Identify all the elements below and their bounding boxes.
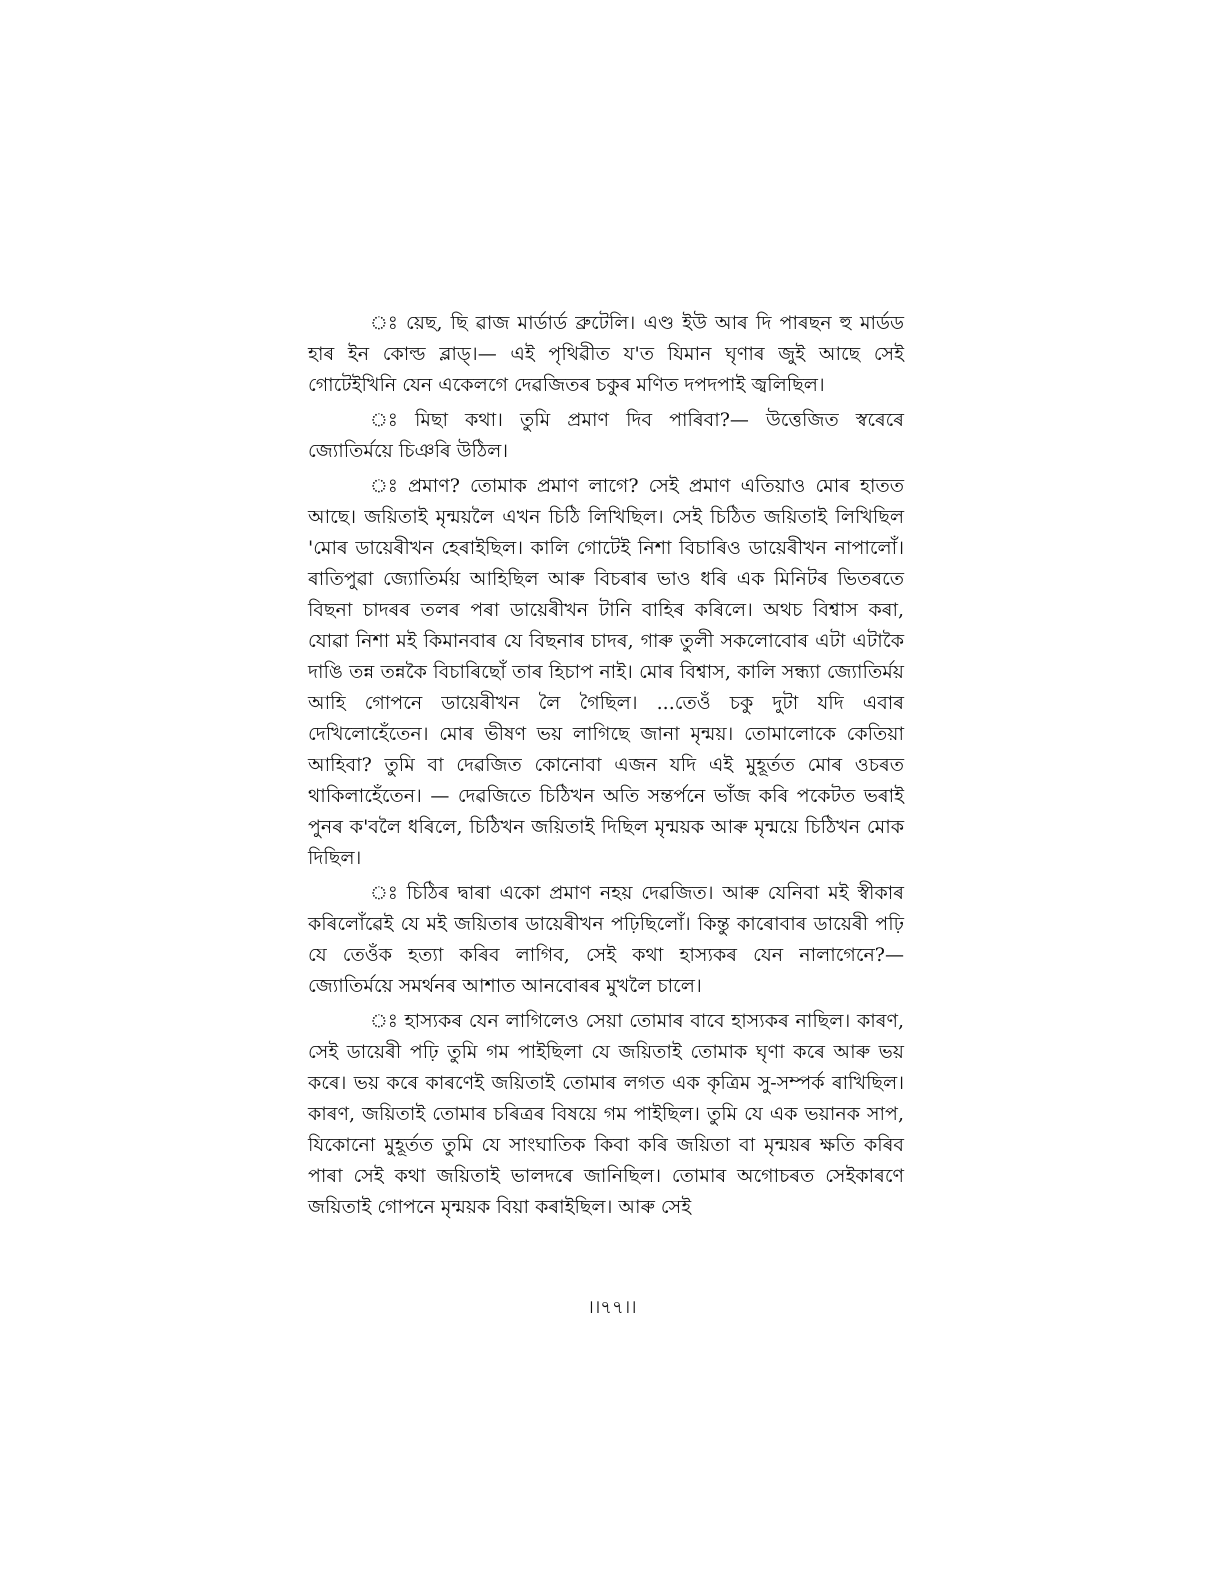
- page-number: ।।৭৭।।: [587, 1297, 637, 1318]
- paragraph-5: ঃ হাস্যকৰ যেন লাগিলেও সেয়া তোমাৰ বাবে হাস্যকৰ নাছিল। কাৰণ, সেই ডায়েৰী পঢ়ি তুমি গম পাইছিলা যে জয়িতাই তোমাক ঘৃণা কৰে আৰু ভয় কৰে। ভয় কৰে কাৰণেই জয়িতাই তোমাৰ লগত এক কৃত্ৰিম সু-সম্পৰ্ক ৰাখিছিল। কাৰণ, জয়িতাই তোমাৰ চৰিত্ৰৰ বিষয়ে গম পাইছিল। তুমি যে এক ভয়ানক সাপ, যিকোনো মুহূৰ্তত তুমি যে সাংঘাতিক কিবা কৰি জয়িতা বা মৃন্ময়ৰ ক্ষতি কৰিব পাৰা সেই কথা জয়িতাই ভালদৰে জানিছিল। তোমাৰ অগোচৰত সেইকাৰণে জয়িতাই গোপনে মৃন্ময়ক বিয়া কৰাইছিল। আৰু সেই: [308, 1010, 904, 1218]
- paragraph-1: ঃ য়েছ, ছি ৱাজ মাৰ্ডাৰ্ড ব্ৰুটেলি। এণ্ড ইউ আৰ দি পাৰছন হু মাৰ্ডড হাৰ ইন কোল্ড ব্লাড্।— এই পৃথিৱীত য'ত যিমান ঘৃণাৰ জুই আছে সেই গোটেইখিনি যেন একেলগে দেৱজিতৰ চকুৰ মণিত দপদপাই জ্বলিছিল।: [308, 312, 904, 396]
- paragraph-3: ঃ প্ৰমাণ? তোমাক প্ৰমাণ লাগে? সেই প্ৰমাণ এতিয়াও মোৰ হাতত আছে। জয়িতাই মৃন্ময়লৈ এখন চিঠি লিখিছিল। সেই চিঠিত জয়িতাই লিখিছিল 'মোৰ ডায়েৰীখন হেৰাইছিল। কালি গোটেই নিশা বিচাৰিও ডায়েৰীখন নাপালোঁ। ৰাতিপুৱা জ্যোতিৰ্ময় আহিছিল আৰু বিচৰাৰ ভাও ধৰি এক মিনিটৰ ভিতৰতে বিছনা চাদৰৰ তলৰ পৰা ডায়েৰীখন টানি বাহিৰ কৰিলে। অথচ বিশ্বাস কৰা, যোৱা নিশা মই কিমানবাৰ যে বিছনাৰ চাদৰ, গাৰু তুলী সকলোবোৰ এটা এটাকৈ দাঙি তন্ন তন্নকৈ বিচাৰিছোঁ তাৰ হিচাপ নাই। মোৰ বিশ্বাস, কালি সন্ধ্যা জ্যোতিৰ্ময় আহি গোপনে ডায়েৰীখন লৈ গৈছিল। ...তেওঁ চকু দুটা যদি এবাৰ দেখিলোহেঁতেন। মোৰ ভীষণ ভয় লাগিছে জানা মৃন্ময়। তোমালোকে কেতিয়া আহিবা? তুমি বা দেৱজিত কোনোবা এজন যদি এই মুহূৰ্তত মোৰ ওচৰত থাকিলাহেঁতেন। — দেৱজিতে চিঠিখন অতি সন্তৰ্পনে ভাঁজ কৰি পকেটত ভৰাই পুনৰ ক'বলৈ ধৰিলে, চিঠিখন জয়িতাই দিছিল মৃন্ময়ক আৰু মৃন্ময়ে চিঠিখন মোক দিছিল।: [308, 475, 904, 869]
- body-text: [308, 308, 904, 1227]
- paragraph-4: ঃ চিঠিৰ দ্বাৰা একো প্ৰমাণ নহয় দেৱজিত। আৰু যেনিবা মই স্বীকাৰ কৰিলোঁৱেই যে মই জয়িতাৰ ডায়েৰীখন পঢ়িছিলোঁ। কিন্তু কাৰোবাৰ ডায়েৰী পঢ়ি যে তেওঁক হত্যা কৰিব লাগিব, সেই কথা হাস্যকৰ যেন নালাগেনে?— জ্যোতিৰ্ময়ে সমৰ্থনৰ আশাত আনবোৰৰ মুখলৈ চালে।: [308, 882, 904, 997]
- paragraph-2: ঃ মিছা কথা। তুমি প্ৰমাণ দিব পাৰিবা?— উত্তেজিত স্বৰেৰে জ্যোতিৰ্ময়ে চিঞৰি উঠিল।: [308, 409, 904, 462]
